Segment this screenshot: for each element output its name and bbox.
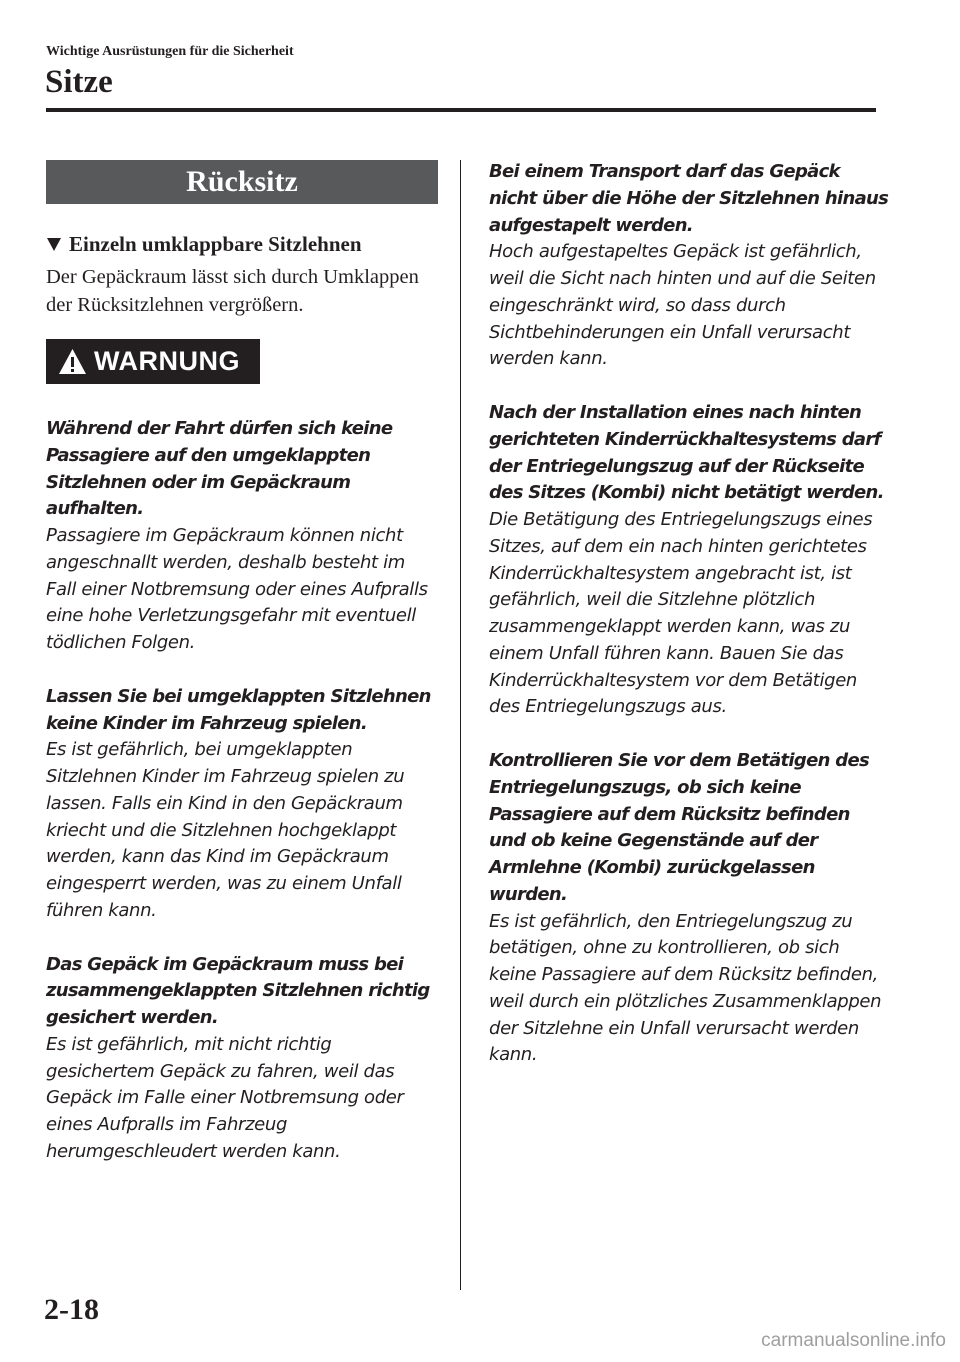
warning-block bbox=[489, 400, 889, 721]
warning-block bbox=[489, 748, 889, 1069]
warning-text: Hoch aufgestapeltes Gepäck ist gefährlich, weil die Sicht nach hinten und auf die Seiten eingeschränkt wird, so dass durch Sichtbehinderungen ein Unfall verursacht werden kann. bbox=[489, 241, 876, 370]
warning-heading: Während der Fahrt dürfen sich keine Passagiere auf den umgeklappten Sitzlehnen oder im Gepäckraum aufhalten. bbox=[46, 418, 393, 520]
column-divider bbox=[460, 160, 461, 1290]
left-column bbox=[46, 160, 438, 1166]
breadcrumb: Wichtige Ausrüstungen für die Sicherheit bbox=[46, 44, 294, 59]
warning-block bbox=[489, 159, 889, 373]
warning-heading: Lassen Sie bei umgeklappten Sitzlehnen keine Kinder im Fahrzeug spielen. bbox=[46, 685, 431, 734]
warning-heading: Das Gepäck im Gepäckraum muss bei zusammengeklappten Sitzlehnen richtig gesichert werden. bbox=[46, 953, 430, 1028]
warning-block bbox=[46, 416, 438, 657]
subheading bbox=[46, 230, 438, 258]
warning-text: Es ist gefährlich, den Entriegelungszug zu betätigen, ohne zu kontrollieren, ob sich keine Passagiere auf dem Rücksitz befinden, weil durch ein plötzliches Zusammenklappen der Sitzlehne ein Unfall verursacht werden kann. bbox=[489, 910, 882, 1066]
warning-block bbox=[46, 684, 438, 925]
section-banner: Rücksitz bbox=[46, 160, 438, 204]
warning-block bbox=[46, 952, 438, 1166]
header-rule bbox=[46, 108, 876, 112]
subheading-text: Einzeln umklappbare Sitzlehnen bbox=[69, 232, 362, 256]
warning-text: Passagiere im Gepäckraum können nicht angeschnallt werden, deshalb besteht im Fall einer Notbremsung oder eines Aufpralls eine hohe Verletzungsgefahr mit eventuell tödlichen Folgen. bbox=[46, 525, 428, 653]
warning-heading: Kontrollieren Sie vor dem Betätigen des Entriegelungszugs, ob sich keine Passagiere auf dem Rücksitz befinden und ob keine Gegenstände auf der Armlehne (Kombi) zurückgelassen wurden. bbox=[489, 750, 869, 905]
triangle-down-icon bbox=[47, 238, 61, 251]
warning-text: Die Betätigung des Entriegelungszugs eines Sitzes, auf dem ein nach hinten gerichtetes Kinderrückhaltesystem angebracht ist, ist gefährlich, weil die Sitzlehne plötzlich zusammengeklappt werden kann, was zu einem Unfall führen kann. Bauen Sie das Kinderrückhaltesystem vor dem Betätigen des Entriegelungszugs aus. bbox=[489, 509, 873, 718]
page-number: 2-18 bbox=[44, 1293, 99, 1326]
warning-text: Es ist gefährlich, bei umgeklappten Sitzlehnen Kinder im Fahrzeug spielen zu lassen. Falls ein Kind in den Gepäckraum kriecht und die Sitzlehnen hochgeklappt werden, kann das Kind im Gepäckraum eingesperrt werden, was zu einem Unfall führen kann. bbox=[46, 739, 405, 921]
page-title: Sitze bbox=[45, 64, 113, 100]
warning-heading: Nach der Installation eines nach hinten gerichteten Kinderrückhaltesystems darf der Entriegelungszug auf der Rückseite des Sitzes (Kombi) nicht betätigt werden. bbox=[489, 402, 884, 504]
warning-text: Es ist gefährlich, mit nicht richtig gesichertem Gepäck zu fahren, weil das Gepäck im Falle einer Notbremsung oder eines Aufpralls im Fahrzeug herumgeschleudert werden kann. bbox=[46, 1033, 404, 1162]
warning-triangle-icon bbox=[58, 348, 87, 375]
intro-paragraph: Der Gepäckraum lässt sich durch Umklappen der Rücksitzlehnen vergrößern. bbox=[46, 266, 419, 316]
warning-heading: Bei einem Transport darf das Gepäck nicht über die Höhe der Sitzlehnen hinaus aufgestapelt werden. bbox=[489, 161, 889, 236]
right-column bbox=[489, 159, 889, 1069]
watermark: carmanualsonline.info bbox=[761, 1330, 946, 1351]
warning-label: WARNUNG bbox=[94, 346, 240, 376]
warning-badge bbox=[46, 339, 260, 384]
